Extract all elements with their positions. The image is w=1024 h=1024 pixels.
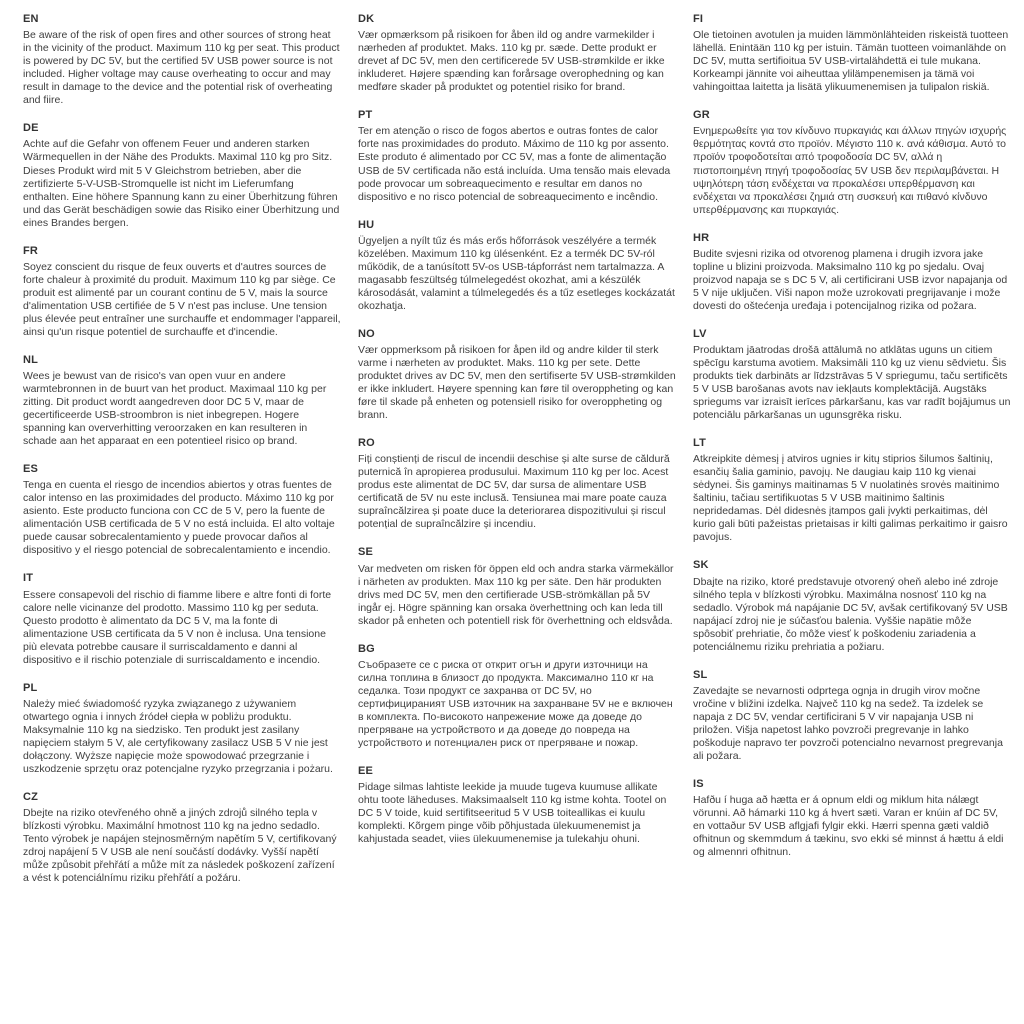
language-text-gr: Ενημερωθείτε για τον κίνδυνο πυρκαγιάς και άλλων πηγών ισχυρής θερμότητας κοντά στο προϊόν. Μέγιστο 110 κ. ανά κάθισμα. Αυτό το προϊόν τροφοδοτείται από τροφοδοσία DC 5V, αλλά η πιστοποιημένη πηγή τροφοδοσίας 5V USB δεν περιλαμβάνεται. Η υψηλότερη τάση ενδέχεται να προκαλέσει υπερθέρμανση και ενδέχεται να προκαλέσει ζημιά στη συσκευή και πιθανό κίνδυνο υπερθέρμανσης και πυρκαγιάς.	[693, 125, 1007, 216]
language-code-hr: HR	[693, 231, 710, 244]
language-section-lv	[693, 328, 1011, 422]
language-section-de	[23, 122, 341, 229]
language-code-en: EN	[23, 13, 39, 25]
language-code-cz: CZ	[23, 790, 39, 803]
language-section-sk	[693, 559, 1011, 653]
language-code-fi: FI	[693, 13, 704, 25]
language-text-en: Be aware of the risk of open fires and other sources of strong heat in the vicinity of the product. Maximum 110 kg per seat. This product is powered by DC 5V, but the certified 5V USB power source is not included. Higher voltage may cause overheating to occur and may result in damage to the device and the potential risk of overheating and fiire.	[23, 29, 340, 107]
language-section-en	[23, 13, 341, 107]
language-code-it: IT	[23, 572, 34, 585]
language-code-bg: BG	[358, 642, 375, 655]
language-code-lv: LV	[693, 327, 707, 340]
language-code-ro: RO	[358, 437, 375, 450]
language-code-dk: DK	[358, 13, 375, 25]
language-text-fi: Ole tietoinen avotulen ja muiden lämmönlähteiden riskeistä tuotteen lähellä. Enintään 110 kg per istuin. Tämän tuotteen voimanlähde on DC 5V, mutta sertifioitua 5V USB-virtalähdettä ei tule mukana. Korkeampi jännite voi aiheuttaa ylilämpenemisen ja tämä voi vahingoittaa laitetta ja lisätä ylikuumenemisen ja tulipalon riskiä.	[693, 29, 1009, 94]
column-2	[358, 13, 676, 1024]
language-section-it	[23, 572, 341, 666]
language-code-lt: LT	[693, 437, 707, 450]
language-section-nl	[23, 354, 341, 448]
column-1	[23, 13, 341, 1024]
language-section-pl	[23, 682, 341, 776]
language-section-pt	[358, 109, 676, 203]
language-code-fr: FR	[23, 244, 39, 257]
language-section-lt	[693, 437, 1011, 544]
language-code-de: DE	[23, 122, 39, 135]
language-section-no	[358, 328, 676, 422]
language-text-ee: Pidage silmas lahtiste leekide ja muude tugeva kuumuse allikate ohtu toote läheduses. Maksimaalselt 110 kg istme kohta. Tootel on DC 5 V toide, kuid sertifitseeritud 5 V USB toiteallikas ei kuulu komplekti. Kõrgem pinge võib põhjustada ülekuumenemist ja kahjustada seadet, viies ülekuumenemise ja tulekahju ohuni.	[358, 781, 667, 846]
language-code-no: NO	[358, 327, 375, 340]
language-code-se: SE	[358, 546, 374, 559]
language-section-es	[23, 463, 341, 557]
language-section-gr	[693, 109, 1011, 216]
language-code-ee: EE	[358, 764, 374, 777]
language-text-dk: Vær opmærksom på risikoen for åben ild og andre varmekilder i nærheden af produktet. Maks. 110 kg pr. sæde. Dette produkt er drevet af DC 5V, men den certificerede 5V USB-strømkilde er ikke inkluderet. Højere spænding kan forårsage overophedning og kan medføre skader på produktet og potentiel risiko for brand.	[358, 29, 665, 94]
language-text-sl: Zavedajte se nevarnosti odprtega ognja in drugih virov močne vročine v bližini izdelka. Največ 110 kg na sedež. Ta izdelek se napaja z DC 5V, vendar certificirani 5 V vir napajanja USB ni priložen. Višja napetost lahko povzroči pregrevanje in lahko poškoduje napravo ter povzroči potencialno nevarnost pregrevanja ali požara.	[693, 684, 1003, 762]
language-section-fi	[693, 13, 1011, 94]
language-text-pt: Ter em atenção o risco de fogos abertos e outras fontes de calor forte nas proximidades do produto. Máximo de 110 kg por assento. Este produto é alimentado por CC 5V, mas a fonte de alimentação USB de 5V certificada não está incluída. Uma tensão mais elevada pode provocar um sobreaquecimento e resultar em danos no dispositivo e no risco potencial de sobreaquecimento e incêndio.	[358, 125, 671, 203]
language-code-is: IS	[693, 777, 704, 790]
language-text-is: Hafðu í huga að hætta er á opnum eldi og miklum hita nálægt vörunni. Að hámarki 110 kg á hvert sæti. Varan er knúin af DC 5V, en vottaður 5V USB aflgjafi fylgir ekki. Hærri spenna gæti valdið ofhitnun og skemmdum á tækinu, svo ekki sé minnst á hættu á eldi og almennri ofhitnun.	[693, 794, 1004, 859]
language-text-it: Essere consapevoli del rischio di fiamme libere e altre fonti di forte calore nelle vicinanze del prodotto. Massimo 110 kg per seduta. Questo prodotto è alimentato da DC 5 V, ma la fonte di alimentazione USB certificata da 5 V non è inclusa. Una tensione più elevata potrebbe causare il surriscaldamento e danni al dispositivo e il rischio potenziale di surriscaldamento e incendio.	[23, 588, 332, 666]
language-section-sl	[693, 669, 1011, 763]
language-section-hu	[358, 219, 676, 313]
language-text-pl: Należy mieć świadomość ryzyka związanego z używaniem otwartego ognia i innych źródeł ciepła w pobliżu produktu. Maksymalnie 110 kg na siedzisko. Ten produkt jest zasilany napięciem stałym 5 V, ale certyfikowany zasilacz USB 5 V nie jest dołączony. Wyższe napięcie może spowodować przegrzanie i uszkodzenie sprzętu oraz potencjalne ryzyko przegrzania i pożaru.	[23, 697, 333, 775]
language-section-bg	[358, 643, 676, 750]
language-section-hr	[693, 232, 1011, 313]
language-code-hu: HU	[358, 218, 375, 231]
language-text-fr: Soyez conscient du risque de feux ouverts et d'autres sources de forte chaleur à proximité du produit. Maximum 110 kg par siège. Ce produit est alimenté par un courant continu de 5 V, mais la source d'alimentation USB certifiée de 5 V n'est pas incluse. Une tension plus élevée peut entraîner une surchauffe et endommager l'appareil, ainsi qu'un risque potentiel de surchauffe et d'incendie.	[23, 260, 341, 338]
language-code-pt: PT	[358, 109, 373, 122]
language-section-ro	[358, 437, 676, 531]
language-text-lv: Produktam jāatrodas drošā attālumā no atklātas uguns un citiem spēcīgu karstuma avotiem. Maksimāli 110 kg uz vienu sēdvietu. Šis produkts tiek darbināts ar līdzstrāvas 5 V spriegumu, taču sertificēts 5 V USB barošanas avots nav iekļauts komplektācijā. Augstāks spriegums var izraisīt ierīces pārkaršanu, kas var radīt bojājumus un potenciālu pārkaršanas un ugunsgrēka risku.	[693, 344, 1011, 422]
language-code-pl: PL	[23, 681, 38, 694]
language-text-hr: Budite svjesni rizika od otvorenog plamena i drugih izvora jake topline u blizini proizvoda. Maksimalno 110 kg po sjedalu. Ovaj proizvod napaja se s DC 5 V, ali certificirani USB izvor napajanja od 5 V nije uključen. Viši napon može uzrokovati pregrijavanje i može dovesti do oštećenja uređaja i potencijalnog rizika od požara.	[693, 247, 1008, 312]
language-text-ro: Fiți conștienți de riscul de incendii deschise și alte surse de căldură puternică în apropierea produsului. Maximum 110 kg per loc. Acest produs este alimentat de DC 5V, dar sursa de alimentare USB certificată de 5V nu este inclusă. Tensiunea mai mare poate cauza supraîncălzirea și poate duce la deteriorarea dispozitivului și riscul potențial de supraîncălzire și incendiu.	[358, 453, 670, 531]
language-text-cz: Dbejte na riziko otevřeného ohně a jiných zdrojů silného tepla v blízkosti výrobku. Maximální hmotnost 110 kg na jedno sedadlo. Tento výrobek je napájen stejnosměrným napětím 5 V, certifikovaný zdroj napájení 5 V USB ale není součástí dodávky. Vyšší napětí může způsobit přehřátí a může mít za následek poškození zařízení a vést k potenciálnímu riziku přehřátí a požáru.	[23, 807, 337, 885]
language-code-nl: NL	[23, 353, 39, 366]
language-section-ee	[358, 765, 676, 846]
language-text-no: Vær oppmerksom på risikoen for åpen ild og andre kilder til sterk varme i nærheten av produktet. Maks. 110 kg per sete. Dette produktet drives av DC 5V, men den sertifiserte 5V USB-strømkilden er ikke inkludert. Høyere spenning kan føre til overoppheting og kan føre til skade på enheten og potensiell risiko for overoppheting og brann.	[358, 344, 676, 422]
language-text-hu: Ügyeljen a nyílt tűz és más erős hőforrások veszélyére a termék közelében. Maximum 110 kg ülésenként. Ez a termék DC 5V-ról működik, de a tanúsított 5V-os USB-tápforrást nem tartalmazza. A magasabb feszültség túlmelegedést okozhat, ami a készülék károsodását, valamint a túlmelegedés és a tűz esetleges kockázatát okozhatja.	[358, 234, 675, 312]
language-text-sk: Dbajte na riziko, ktoré predstavuje otvorený oheň alebo iné zdroje silného tepla v blízkosti výrobku. Maximálna nosnosť 110 kg na sedadlo. Výrobok má napájanie DC 5V, avšak certifikovaný 5V USB napájací zdroj nie je súčasťou balenia. Vyššie napätie môže spôsobiť prehriatie, čo môže viesť k poškodeniu zariadenia a potenciálnemu riziku prehriatia a požiaru.	[693, 575, 1008, 653]
language-text-de: Achte auf die Gefahr von offenem Feuer und anderen starken Wärmequellen in der Nähe des Produkts. Maximal 110 kg pro Sitz. Dieses Produkt wird mit 5 V Gleichstrom betrieben, aber die zertifizierte 5-V-USB-Stromquelle ist nicht im Lieferumfang enthalten. Eine höhere Spannung kann zu einer Überhitzung führen und das Gerät beschädigen sowie das Risiko einer Überhitzung und eines Brandes bergen.	[23, 138, 340, 229]
language-text-bg: Съобразете се с риска от открит огън и други източници на силна топлина в близост до продукта. Максимално 110 кг на седалка. Този продукт се захранва от DC 5V, но сертифицираният USB източник на захранване 5V не е включен в комплекта. По-високото напрежение може да доведе до прегряване на устройството и да доведе до повреда на устройството и потенциален риск от прегряване и пожар.	[358, 658, 673, 749]
language-section-dk	[358, 13, 676, 94]
language-section-fr	[23, 245, 341, 339]
language-section-se	[358, 546, 676, 627]
language-code-gr: GR	[693, 109, 710, 122]
language-code-es: ES	[23, 463, 39, 476]
language-section-is	[693, 778, 1011, 859]
language-code-sl: SL	[693, 668, 708, 681]
column-3	[693, 13, 1011, 1024]
language-text-se: Var medveten om risken för öppen eld och andra starka värmekällor i närheten av produkten. Max 110 kg per säte. Den här produkten drivs med DC 5V, men den certifierade USB-strömkällan på 5V ingår ej. Högre spänning kan orsaka överhettning och kan leda till skador på enheten och potentiell risk för överhettning och eldsvåda.	[358, 562, 674, 627]
language-text-lt: Atkreipkite dėmesį į atviros ugnies ir kitų stiprios šilumos šaltinių, esančių šalia gaminio, pavojų. Ne daugiau kaip 110 kg vienai sėdynei. Šis gaminys maitinamas 5 V nuolatinės srovės maitinimo šaltiniu, tačiau sertifikuotas 5 V USB maitinimo šaltinis nepridedamas. Dėl didesnės įtampos gali įvykti perkaitimas, dėl kurio gali būti pažeistas prietaisas ir kilti galimas perkaitimo ir gaisro pavojus.	[693, 453, 1008, 544]
language-text-nl: Wees je bewust van de risico's van open vuur en andere warmtebronnen in de buurt van het product. Maximaal 110 kg per zitting. Dit product wordt aangedreven door DC 5 V, maar de gecertificeerde USB-stroombron is niet inbegrepen. Hogere spanning kan oververhitting veroorzaken en kan resulteren in schade aan het apparaat en een potentieel risico op brand.	[23, 370, 327, 448]
language-text-es: Tenga en cuenta el riesgo de incendios abiertos y otras fuentes de calor intenso en las proximidades del producto. Máximo 110 kg por asiento. Este producto funciona con CC de 5 V, pero la fuente de alimentación USB certificada de 5 V no está incluida. El alto voltaje puede causar sobrecalentamiento y puede provocar daños al dispositivo y el riesgo potencial de sobrecalentamiento e incendio.	[23, 479, 335, 557]
language-section-cz	[23, 791, 341, 885]
language-code-sk: SK	[693, 559, 709, 572]
